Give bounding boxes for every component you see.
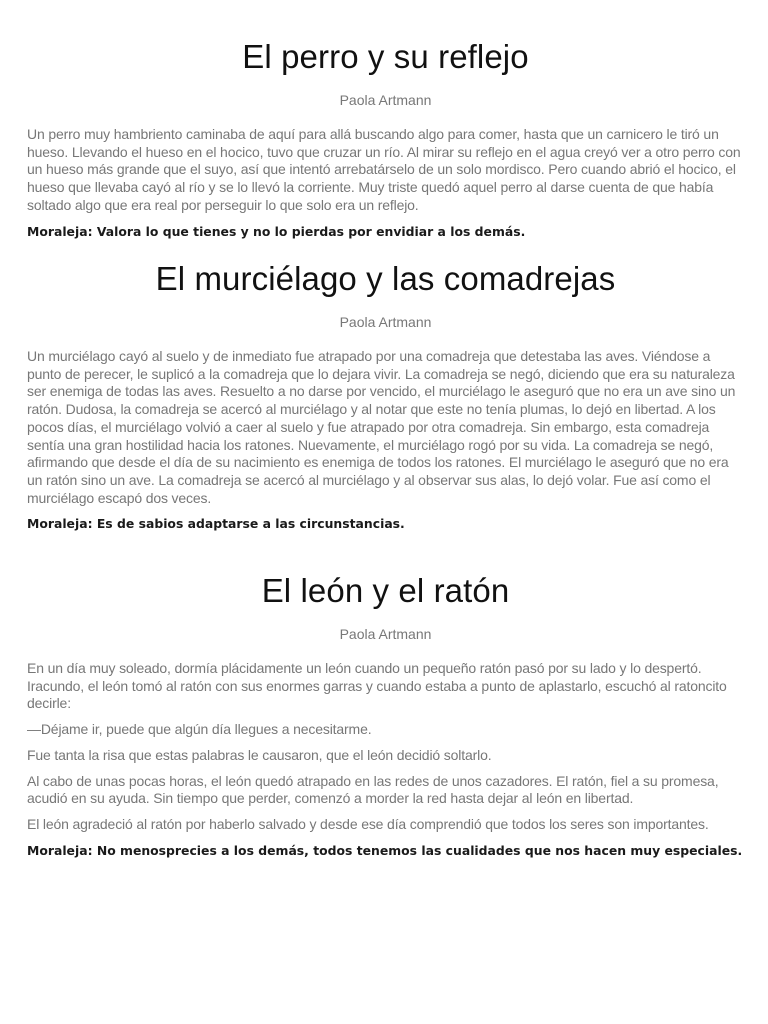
story-leon	[27, 572, 744, 860]
story-moral: Moraleja: No menosprecies a los demás, todos tenemos las cualidades que nos hacen muy especiales.	[27, 842, 743, 858]
story-moral: Moraleja: Es de sabios adaptarse a las circunstancias.	[27, 516, 405, 532]
story-paragraph: Un perro muy hambriento caminaba de aquí para allá buscando algo para comer, hasta que un carnicero le tiró un hueso. Llevando el hueso en el hocico, tuvo que cruzar un río. Al mirar su reflejo en el agua creyó ver a otro perro con un hueso más grande que el suyo, así que intentó arrebatárselo de un solo mordisco. Pero cuando abrió el hocico, el hueso que llevaba cayó al río y se lo llevó la corriente. Muy triste quedó aquel perro al darse cuenta de que había soltado algo que era real por perseguir lo que solo era un reflejo.	[27, 126, 741, 213]
story-author: Paola Artmann	[339, 626, 432, 642]
story-moral: Moraleja: Valora lo que tienes y no lo pierdas por envidiar a los demás.	[27, 223, 526, 239]
story-paragraph: En un día muy soleado, dormía plácidamente un león cuando un pequeño ratón pasó por su lado y lo despertó. Iracundo, el león tomó al ratón con sus enormes garras y cuando estaba a punto de aplastarlo, escuchó al ratoncito decirle:	[27, 660, 727, 712]
story-paragraph: Un murciélago cayó al suelo y de inmediato fue atrapado por una comadreja que detestaba las aves. Viéndose a punto de perecer, le suplicó a la comadreja que lo dejara vivir. La comadreja se negó, diciendo que era su naturaleza ser enemiga de todas las aves. Resuelto a no darse por vencido, el murciélago le aseguró que no era un ave sino un ratón. Dudosa, la comadreja se acercó al murciélago y al notar que este no tenía plumas, lo dejó en libertad. A los pocos días, el murciélago volvió a caer al suelo y fue atrapado por otra comadreja. Sin embargo, esta comadreja sentía una gran hostilidad hacia los ratones. Nuevamente, el murciélago rogó por su vida. La comadreja se negó, afirmando que desde el día de su nacimiento es enemiga de todos los ratones. El murciélago le aseguró que no era un ratón sino un ave. La comadreja se acercó al murciélago y al observar sus alas, lo dejó volar. Fue así como el murciélago escapó dos veces.	[27, 348, 736, 506]
story-author: Paola Artmann	[339, 92, 432, 108]
story-paragraph: —Déjame ir, puede que algún día llegues a necesitarme.	[27, 721, 372, 738]
story-murcielago	[27, 260, 744, 533]
story-title: El perro y su reflejo	[242, 38, 529, 75]
story-title: El murciélago y las comadrejas	[155, 260, 616, 297]
story-paragraph: Al cabo de unas pocas horas, el león quedó atrapado en las redes de unos cazadores. El ratón, fiel a su promesa, acudió en su ayuda. Sin tiempo que perder, comenzó a morder la red hasta dejar al león en libertad.	[27, 772, 719, 807]
story-author: Paola Artmann	[339, 314, 432, 330]
story-paragraph: El león agradeció al ratón por haberlo salvado y desde ese día comprendió que todos los seres son importantes.	[27, 815, 709, 832]
story-paragraph: Fue tanta la risa que estas palabras le causaron, que el león decidió soltarlo.	[27, 746, 492, 763]
story-perro	[27, 38, 744, 241]
story-title: El león y el ratón	[261, 572, 510, 609]
